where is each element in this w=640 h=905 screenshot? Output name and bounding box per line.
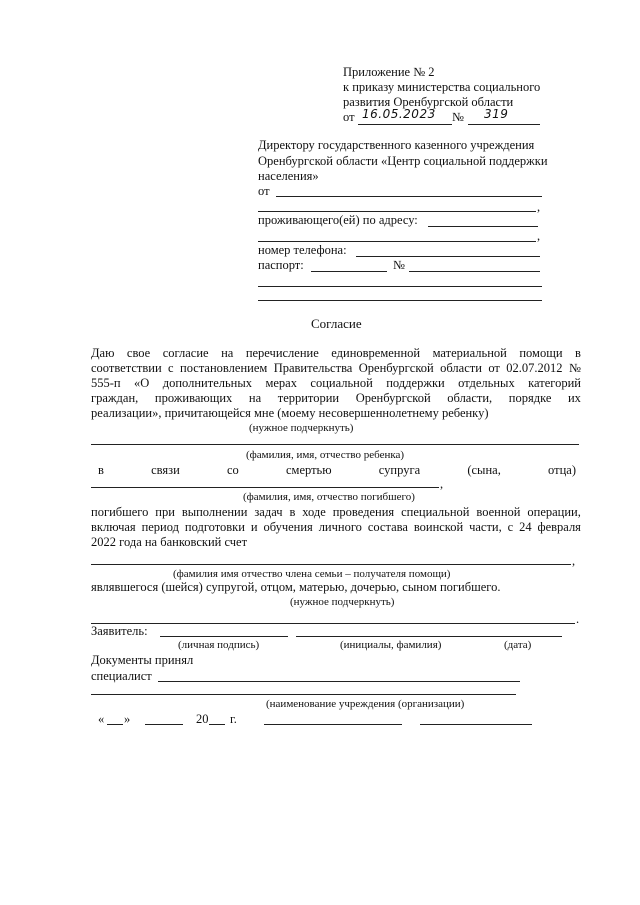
word: 02.07.2012 xyxy=(506,361,563,375)
p2-line3: 2022 года на банковский счет xyxy=(91,535,248,549)
word: Оренбургской xyxy=(355,391,431,405)
word: поддержки xyxy=(386,376,445,390)
date-month-field[interactable] xyxy=(145,724,183,725)
appendix-from-prefix: от xyxy=(343,110,355,124)
child-name-field[interactable] xyxy=(91,444,579,445)
word: операции, xyxy=(527,505,581,519)
word: ходе xyxy=(302,505,326,519)
word: февраля xyxy=(537,520,581,534)
initials-field-2[interactable] xyxy=(420,724,532,725)
year-suffix: г. xyxy=(230,712,237,726)
word: согласие xyxy=(162,346,209,360)
from-label: от xyxy=(258,184,270,198)
word: их xyxy=(567,391,581,405)
hint-underline-2: (нужное подчеркнуть) xyxy=(290,596,395,608)
word: включая xyxy=(91,520,136,534)
hint-initials: (инициалы, фамилия) xyxy=(340,639,442,651)
word: воинской xyxy=(413,520,464,534)
passport-series-field[interactable] xyxy=(311,271,387,272)
word: территории xyxy=(277,391,340,405)
word: при xyxy=(155,505,175,519)
word: проживающих xyxy=(154,391,233,405)
addressee-line3: населения» xyxy=(258,169,319,183)
appendix-date-handwritten: 16.05.2023 xyxy=(362,107,436,121)
word: на xyxy=(221,346,234,360)
word: военной xyxy=(476,505,521,519)
word: перечисление xyxy=(245,346,319,360)
word: Правительства xyxy=(273,361,353,375)
hint-institution: (наименование учреждения (организации) xyxy=(266,698,465,710)
word: 555-п xyxy=(91,376,121,390)
p2-line1 xyxy=(91,505,581,520)
word: «О xyxy=(134,376,150,390)
word: постановлением xyxy=(180,361,268,375)
passport-number-field[interactable] xyxy=(409,271,540,272)
word: проведения xyxy=(332,505,395,519)
institution-field[interactable] xyxy=(91,694,516,695)
p2-line2 xyxy=(91,520,581,535)
hint-deceased-name: (фамилия, имя, отчество погибшего) xyxy=(243,491,415,503)
word: специальной xyxy=(401,505,470,519)
passport-label: паспорт: xyxy=(258,258,304,272)
word: в xyxy=(575,346,581,360)
p1-line2 xyxy=(91,361,581,376)
hint-recipient-name: (фамилия имя отчество члена семьи – получателя помощи) xyxy=(173,568,451,580)
from-field-2[interactable] xyxy=(258,211,536,212)
word: порядке xyxy=(508,391,552,405)
word: Оренбургской xyxy=(358,361,434,375)
word: помощи xyxy=(519,346,563,360)
appendix-order-line: к приказу министерства социального xyxy=(343,80,541,94)
word: погибшего xyxy=(91,505,149,519)
addressee-line2: Оренбургской области «Центр социальной поддержки xyxy=(258,154,548,168)
word: от xyxy=(488,361,500,375)
recipient-name-field[interactable] xyxy=(91,564,571,565)
word: единовременной xyxy=(331,346,421,360)
document-page: Приложение № 2 к приказу министерства социального развития Оренбургской области от 16.05.2023 № 319 Директору государственного казенного учреждения Оренбургской области «Центр социальной поддержки населения» от , проживающего(ей) по адресу: , номер телефона: паспорт: № Согласие Даю свое согласие на перечисление единовременной материальной помощи в соответствии с постановлением Правительства Оренбургской области от 02.07.2012 № 555-п «О дополнительных мерах социальной поддержки отдельных категорий граждан, проживающих на территории Оренбургской области, порядке их реализации», причитающейся мне (моему несовершеннолетнему ребенку) (нужное подчеркнуть) (фамилия, имя, отчество ребенка) в связи со смертью супруга (сына, отца) , (фамилия, имя, отчество погибшего) погибшего при выполнении задач в ходе проведения специальной военной операции, включая период подготовки и обучения личного состава воинской части, с 24 февраля 2022 года на банковский счет , (фамилия имя отчество члена семьи – получателя помощи) являвшегося (шейся) супругой, отцом, матерью, дочерью, сыном погибшего. (нужное подчеркнуть) . Заявитель: (личная подпись) (инициалы, фамилия) (дата) Документы принял специалист (наименование учреждения (организации) « » 20 г. xyxy=(91,65,581,726)
word: части, xyxy=(469,520,502,534)
extra-line[interactable] xyxy=(91,623,575,624)
word: соответствии xyxy=(91,361,162,375)
death-line xyxy=(98,463,576,478)
word: супруга xyxy=(378,463,421,477)
word: Даю xyxy=(91,346,115,360)
specialist-field[interactable] xyxy=(158,681,520,682)
addressee-line1: Директору государственного казенного учреждения xyxy=(258,138,535,152)
phone-field[interactable] xyxy=(356,256,540,257)
p1-line4 xyxy=(91,391,581,406)
deceased-name-field[interactable] xyxy=(91,487,439,488)
word: личного xyxy=(318,520,362,534)
word: выполнении xyxy=(181,505,248,519)
hint-signature: (личная подпись) xyxy=(178,639,260,651)
word: в xyxy=(289,505,296,519)
signature-field[interactable] xyxy=(160,636,288,637)
appendix-number-sign: № xyxy=(452,110,464,124)
date-field[interactable] xyxy=(440,636,562,637)
word: категорий xyxy=(528,376,581,390)
hint-date: (дата) xyxy=(504,639,532,651)
signature-field-2[interactable] xyxy=(264,724,402,725)
word: с xyxy=(168,361,174,375)
appendix-date-line xyxy=(358,124,452,125)
hint-underline-1: (нужное подчеркнуть) xyxy=(249,422,354,434)
p1-line1 xyxy=(91,346,581,361)
word: № xyxy=(568,361,581,375)
word: обучения xyxy=(263,520,313,534)
word: связи xyxy=(151,463,180,477)
document-title: Согласие xyxy=(311,316,362,331)
extra-field-1[interactable] xyxy=(258,286,542,287)
initials-field[interactable] xyxy=(296,636,442,637)
passport-no-sign: № xyxy=(393,258,405,272)
word: 24 xyxy=(519,520,532,534)
extra-field-2[interactable] xyxy=(258,300,542,301)
word: и xyxy=(250,520,258,534)
word: с xyxy=(507,520,514,534)
word: со xyxy=(226,463,239,477)
word: задач xyxy=(254,505,283,519)
word: материальной xyxy=(432,346,507,360)
address-label: проживающего(ей) по адресу: xyxy=(258,213,418,227)
word: смертью xyxy=(286,463,332,477)
word: дополнительных xyxy=(162,376,253,390)
relation-line: являвшегося (шейся) супругой, отцом, матерью, дочерью, сыном погибшего. xyxy=(91,580,501,594)
word: отца) xyxy=(548,463,576,477)
from-field[interactable] xyxy=(276,196,542,197)
hint-child-name: (фамилия, имя, отчество ребенка) xyxy=(246,449,405,461)
appendix-number: Приложение № 2 xyxy=(343,65,435,79)
p1-line3 xyxy=(91,376,581,391)
p1-line5: реализации», причитающейся мне (моему несовершеннолетнему ребенку) xyxy=(91,406,489,420)
appendix-number-handwritten: 319 xyxy=(484,107,509,121)
date-year-field[interactable] xyxy=(209,724,225,725)
word: отдельных xyxy=(458,376,515,390)
word: мерах xyxy=(265,376,297,390)
date-quote-open: « xyxy=(98,712,105,726)
word: социальной xyxy=(310,376,373,390)
word: подготовки xyxy=(184,520,245,534)
word: граждан, xyxy=(91,391,139,405)
date-quote-close: » xyxy=(124,712,131,726)
year-prefix: 20 xyxy=(196,712,209,726)
appendix-region-line: развития Оренбургской области xyxy=(343,95,514,109)
applicant-label: Заявитель: xyxy=(91,624,148,638)
phone-label: номер телефона: xyxy=(258,243,347,257)
docs-accepted-label: Документы принял xyxy=(91,653,194,667)
word: на xyxy=(248,391,262,405)
specialist-label: специалист xyxy=(91,669,152,683)
appendix-number-line xyxy=(468,124,540,125)
word: области, xyxy=(447,391,493,405)
word: состава xyxy=(367,520,408,534)
word: в xyxy=(98,463,104,477)
word: свое xyxy=(126,346,151,360)
address-field-2[interactable] xyxy=(258,241,536,242)
address-field[interactable] xyxy=(428,226,538,227)
word: области xyxy=(440,361,482,375)
word: (сына, xyxy=(467,463,501,477)
word: период xyxy=(141,520,179,534)
date-day-field[interactable] xyxy=(107,724,123,725)
